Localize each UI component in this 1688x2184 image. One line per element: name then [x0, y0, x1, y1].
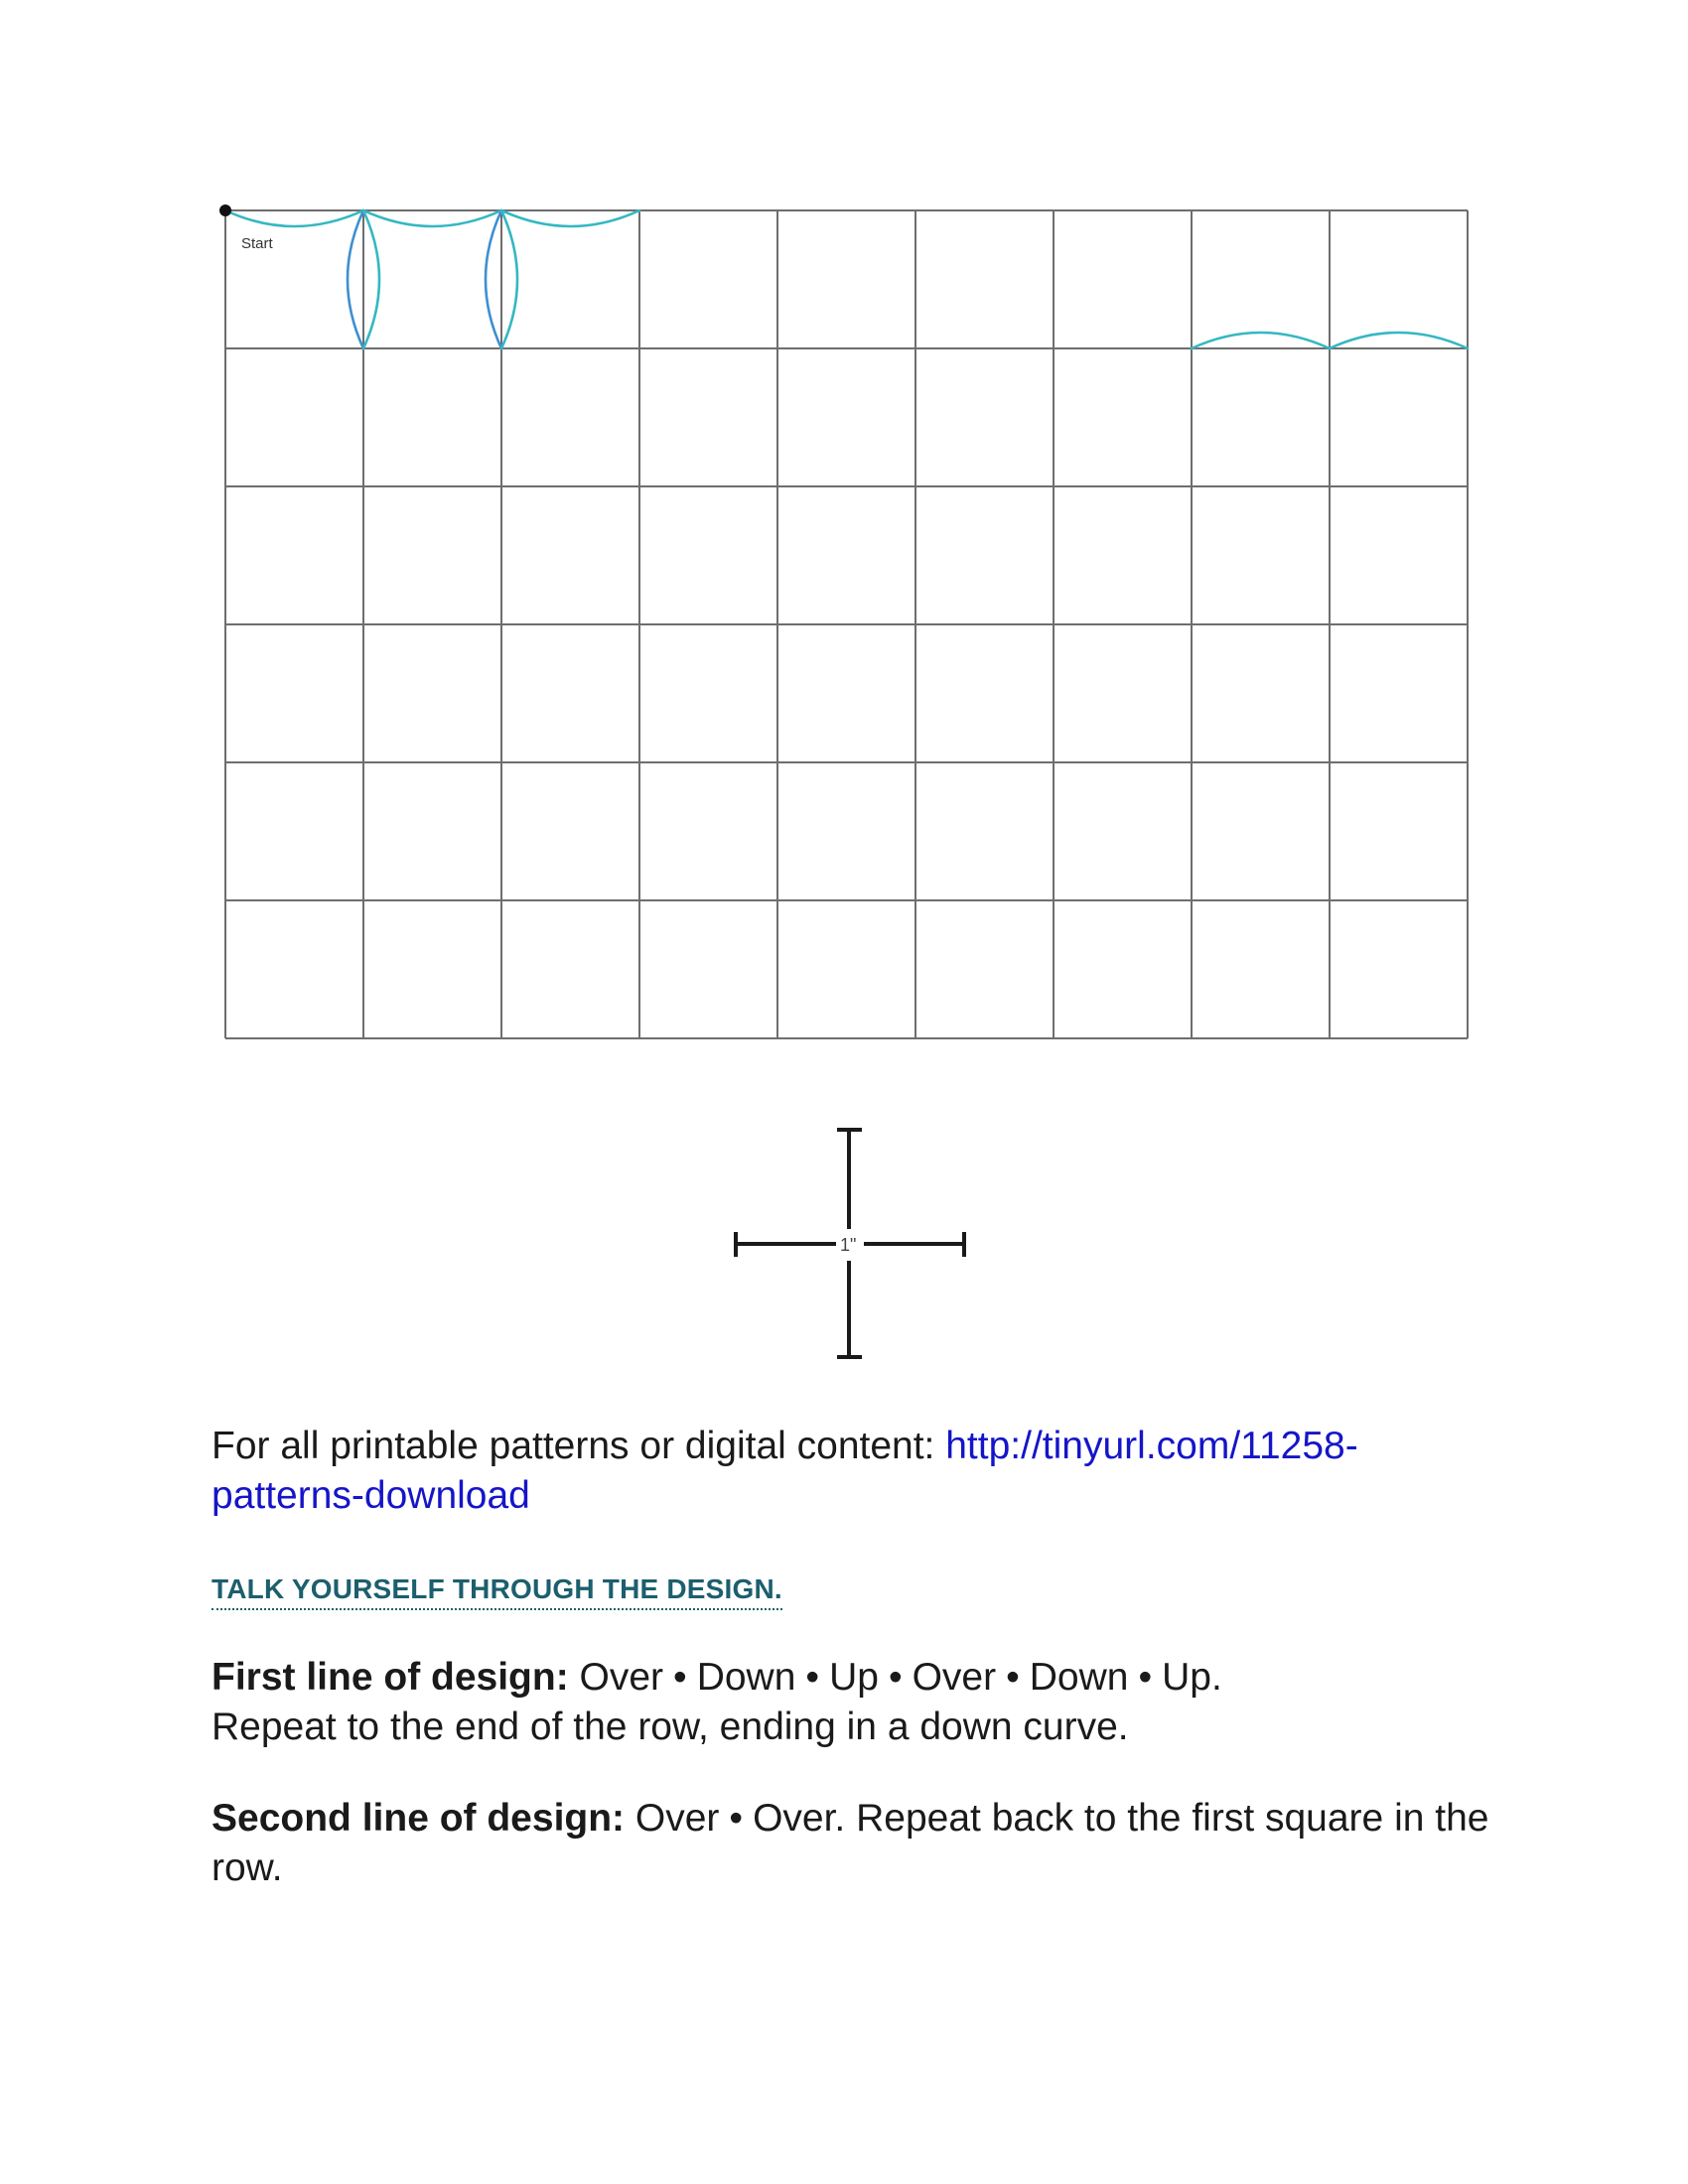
- step: Over: [912, 1656, 997, 1699]
- separator: •: [805, 1656, 820, 1699]
- first-line-rest: Repeat to the end of the row, ending in a down curve.: [211, 1706, 1129, 1748]
- stitch-path: [225, 210, 1468, 348]
- separator: •: [673, 1656, 687, 1699]
- download-prefix: For all printable patterns or digital content:: [211, 1425, 946, 1467]
- second-line-label: Second line of design:: [211, 1797, 626, 1840]
- over-curve: [225, 210, 363, 226]
- separator: •: [1138, 1656, 1153, 1699]
- up-curve: [363, 210, 379, 348]
- separator: •: [888, 1656, 903, 1699]
- second-line-instructions: [211, 1794, 1492, 1893]
- step: Over.: [753, 1797, 846, 1840]
- separator: •: [1006, 1656, 1020, 1699]
- start-dot-icon: [219, 205, 231, 216]
- down-curve: [486, 210, 501, 348]
- separator: •: [729, 1797, 744, 1840]
- ruler-label: 1": [840, 1235, 857, 1255]
- first-line-instructions: [211, 1653, 1492, 1752]
- link-text-line1: http://tinyurl.com/11258-: [945, 1425, 1358, 1467]
- step: Up: [829, 1656, 879, 1699]
- step: Down: [1029, 1656, 1129, 1699]
- over-curve: [501, 210, 639, 226]
- one-inch-ruler: [736, 1130, 964, 1357]
- download-paragraph: [211, 1422, 1492, 1521]
- step: Up.: [1162, 1656, 1222, 1699]
- return-curve: [1192, 333, 1330, 348]
- step: Over: [579, 1656, 664, 1699]
- section-heading: TALK YOURSELF THROUGH THE DESIGN.: [211, 1572, 782, 1610]
- return-curve: [1330, 333, 1468, 348]
- up-curve: [501, 210, 517, 348]
- step: Down: [696, 1656, 796, 1699]
- second-line-rest: Repeat back to the first square in the row.: [211, 1797, 1489, 1889]
- first-line-label: First line of design:: [211, 1656, 569, 1699]
- step: Over: [634, 1797, 720, 1840]
- start-label: Start: [241, 235, 273, 252]
- down-curve: [348, 210, 363, 348]
- link-text-line2: patterns-download: [211, 1474, 530, 1517]
- over-curve: [363, 210, 501, 226]
